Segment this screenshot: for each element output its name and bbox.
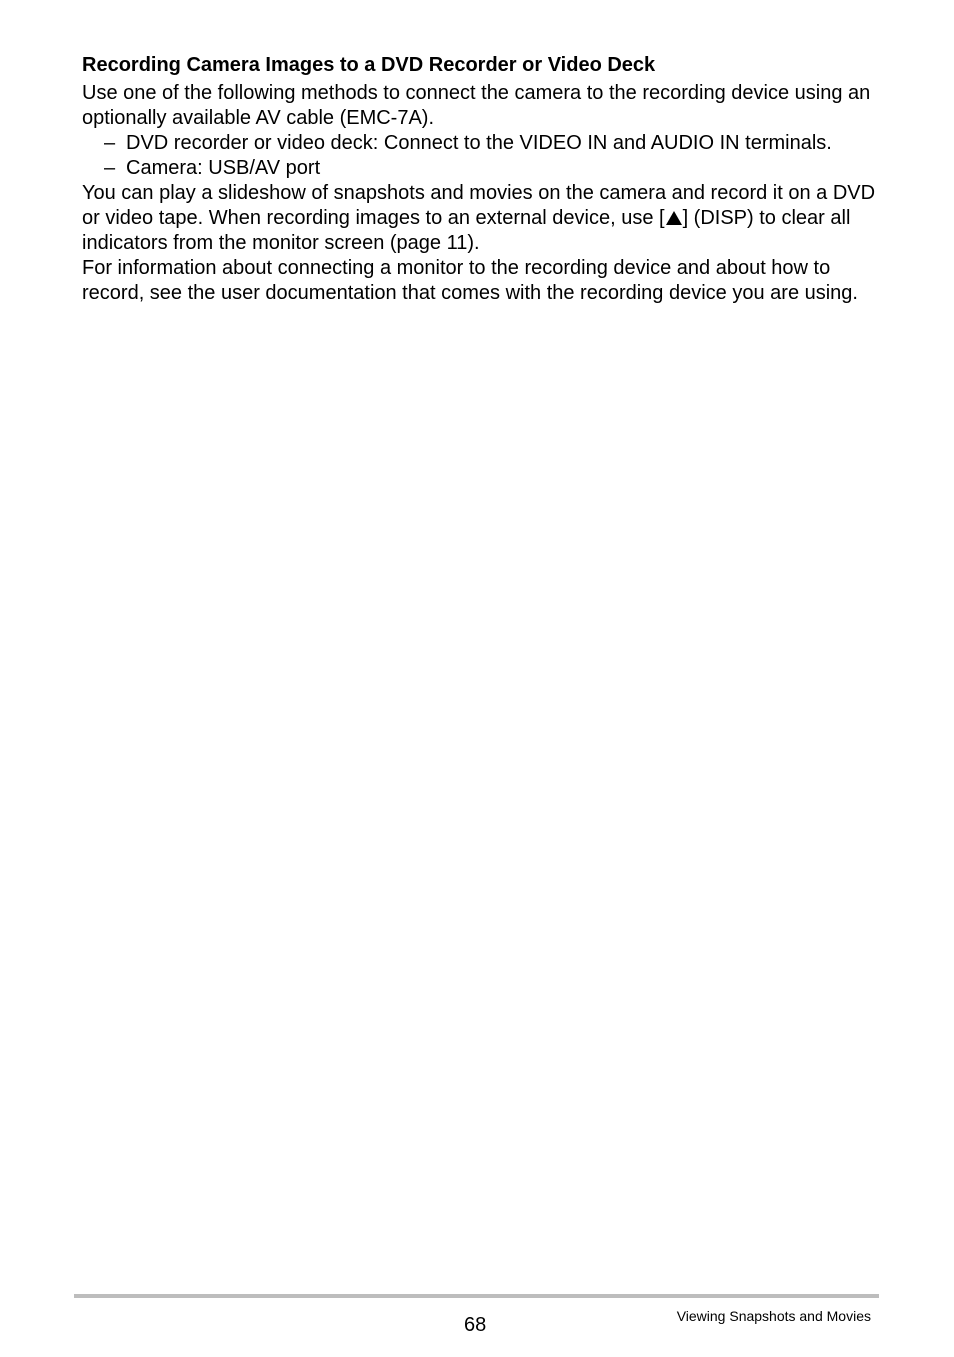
page-content [82, 53, 882, 306]
dash-bullet: – [104, 157, 116, 179]
slideshow-text-start: You can play a slideshow of snapshots and movies on the camera and record it on a DVD or video tape. When recording images to an external device, use [ [82, 182, 876, 229]
section-heading: Recording Camera Images to a DVD Recorder or Video Deck [82, 54, 656, 76]
slideshow-text-end: ] (DISP) to clear all indicators from the monitor screen (page 11). [82, 207, 851, 254]
info-paragraph: For information about connecting a monitor to the recording device and about how to record, see the user documentation that comes with the recording device you are using. [82, 257, 858, 304]
list-item [82, 131, 882, 156]
list-item [82, 156, 882, 181]
up-triangle-icon [666, 211, 682, 225]
intro-paragraph: Use one of the following methods to connect the camera to the recording device using an optionally available AV cable (EMC-7A). [82, 82, 871, 129]
page-number: 68 [464, 1314, 487, 1336]
list-item-text: DVD recorder or video deck: Connect to the VIDEO IN and AUDIO IN terminals. [126, 132, 832, 154]
connection-list [82, 131, 882, 181]
list-item-text: Camera: USB/AV port [126, 157, 321, 179]
slideshow-paragraph [82, 181, 882, 256]
dash-bullet: – [104, 132, 116, 154]
footer-section-name: Viewing Snapshots and Movies [676, 1308, 871, 1324]
footer-divider [74, 1294, 879, 1298]
